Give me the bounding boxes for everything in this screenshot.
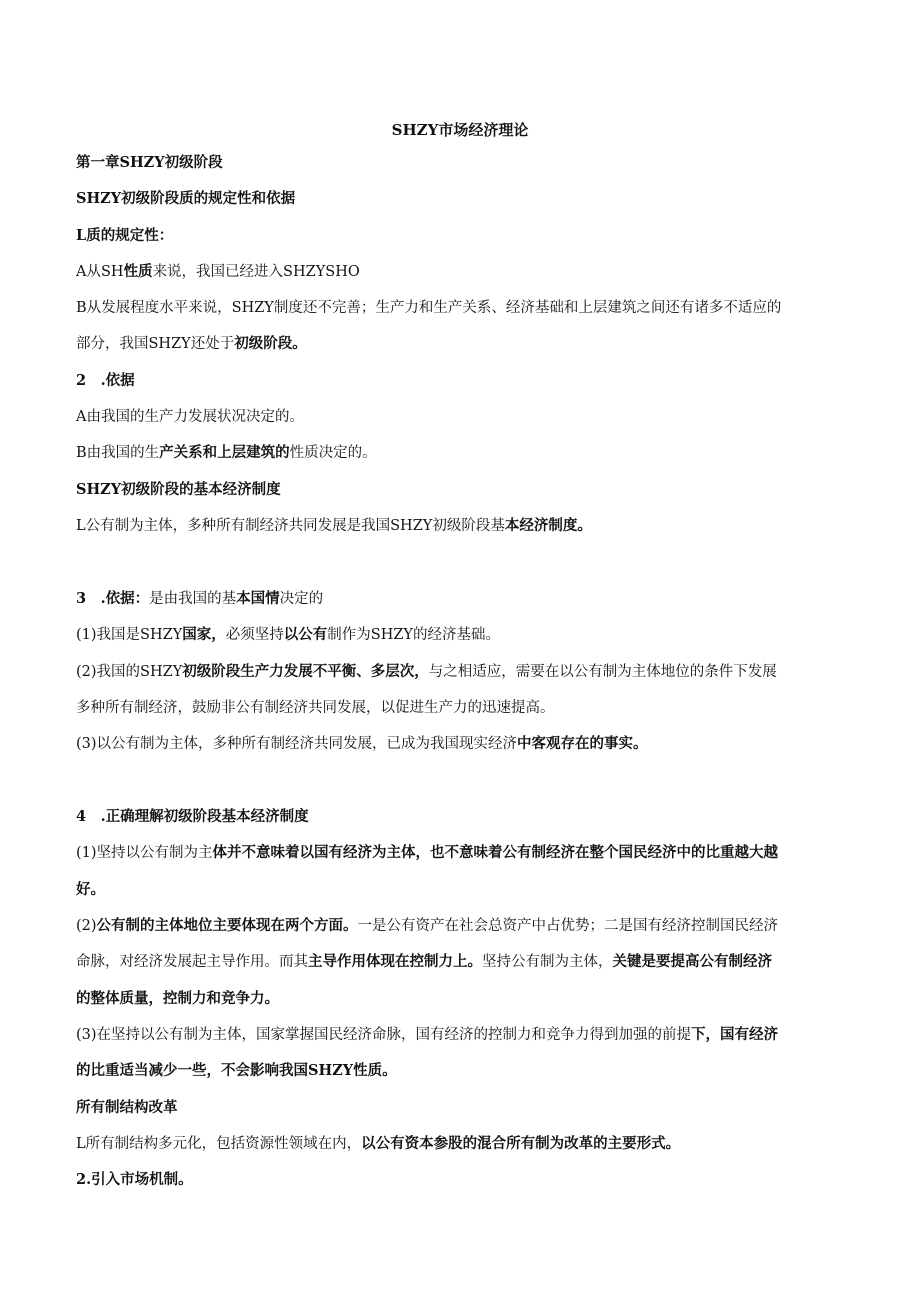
bold-text: 性质 xyxy=(123,263,153,280)
text-line xyxy=(76,1060,846,1082)
text-segment: 一是公有资产在社会总资产中占优势；二是国有经济控制国民经济 xyxy=(357,918,779,934)
text-segment: 制作为SHZY的经济基础。 xyxy=(327,627,500,643)
text-segment: (1)坚持以公有制为主 xyxy=(76,845,213,861)
bold-text: 初级阶段生产力发展不平衡、多层次， xyxy=(182,663,429,680)
text-segment: 是由我国的基 xyxy=(149,591,237,607)
text-line xyxy=(76,624,846,646)
text-segment: L公有制为主体，多种所有制经济共同发展是我国SHZY初级阶段基 xyxy=(76,518,505,534)
bold-text: SHZY初级阶段的基本经济制度 xyxy=(76,481,281,498)
bold-text: 的比重适当减少一些，不会影响我国SHZY性质。 xyxy=(76,1062,397,1079)
text-line xyxy=(76,879,846,901)
text-line xyxy=(76,915,846,937)
text-line xyxy=(76,333,846,355)
text-line xyxy=(76,261,846,283)
text-segment: 性质决定的。 xyxy=(289,445,377,461)
bold-text: 以公有资本参股的混合所有制为改革的主要形式。 xyxy=(361,1135,681,1152)
text-segment: B从发展程度水平来说，SHZY制度还不完善；生产力和生产关系、经济基础和上层建筑之间还有诸多不适应的 xyxy=(76,300,782,316)
text-segment: 多种所有制经济，鼓励非公有制经济共同发展，以促进生产力的迅速提高。 xyxy=(76,700,555,716)
text-line xyxy=(76,406,846,428)
bold-text: 以公有 xyxy=(283,626,328,643)
text-segment: (1)我国是SHZY xyxy=(76,627,183,643)
bold-text: SHZY初级阶段质的规定性和依据 xyxy=(76,190,296,207)
text-line xyxy=(76,1133,846,1155)
text-line xyxy=(76,297,846,319)
text-line xyxy=(76,370,846,392)
text-segment: 命脉，对经济发展起主导作用。而其 xyxy=(76,954,308,970)
text-line xyxy=(76,951,846,973)
text-segment: (2)我国的SHZY xyxy=(76,664,183,680)
bold-text: 3 .依据： xyxy=(76,590,150,607)
text-segment: L所有制结构多元化，包括资源性领域在内， xyxy=(76,1136,362,1152)
text-segment: 必须坚持 xyxy=(225,627,284,643)
text-segment: (3)在坚持以公有制为主体，国家掌握国民经济命脉，国有经济的控制力和竞争力得到加强的前提 xyxy=(76,1027,692,1043)
text-segment: (3)以公有制为主体，多种所有制经济共同发展，已成为我国现实经济 xyxy=(76,736,518,752)
bold-text: 所有制结构改革 xyxy=(76,1099,178,1116)
text-segment: A由我国的生产力发展状况决定的。 xyxy=(76,409,304,425)
text-segment: A从SH xyxy=(76,264,124,280)
text-line xyxy=(76,806,846,828)
text-line xyxy=(76,733,846,755)
bold-text: 2.引入市场机制。 xyxy=(76,1171,193,1188)
text-line xyxy=(76,842,846,864)
text-line xyxy=(76,1169,846,1191)
text-line xyxy=(76,225,846,247)
bold-text: 体并不意味着以国有经济为主体，也不意味着公有制经济在整个国民经济中的比重越大越 xyxy=(212,844,779,861)
text-segment: 与之相适应，需要在以公有制为主体地位的条件下发展 xyxy=(428,664,777,680)
bold-text: 第一章SHZY初级阶段 xyxy=(76,154,223,171)
text-line xyxy=(76,661,846,683)
bold-text: 4 .正确理解初级阶段基本经济制度 xyxy=(76,808,309,825)
bold-text: 国家， xyxy=(182,626,226,643)
text-segment: B由我国的生 xyxy=(76,445,160,461)
bold-text: 公有制的主体地位主要体现在两个方面。 xyxy=(96,917,358,934)
text-line xyxy=(76,988,846,1010)
bold-text: L质的规定性： xyxy=(76,227,174,244)
text-line xyxy=(76,1024,846,1046)
text-line xyxy=(76,152,846,174)
text-line xyxy=(76,697,846,719)
text-line xyxy=(76,442,846,464)
text-line xyxy=(76,1097,846,1119)
bold-text: 的整体质量，控制力和竞争力。 xyxy=(76,990,279,1007)
bold-text: 关键是要提高公有制经济 xyxy=(612,953,772,970)
bold-text: 产关系和上层建筑的 xyxy=(159,444,290,461)
text-line xyxy=(76,188,846,210)
text-line xyxy=(76,515,846,537)
text-segment: 来说，我国已经进入SHZYSHO xyxy=(152,264,360,280)
bold-text: 本经济制度。 xyxy=(504,517,592,534)
bold-text: 初级阶段。 xyxy=(234,335,307,352)
bold-text: 好。 xyxy=(76,881,105,898)
text-segment: 坚持公有制为主体， xyxy=(482,954,613,970)
text-segment: (2) xyxy=(76,918,97,934)
text-segment: 部分，我国SHZY还处于 xyxy=(76,336,235,352)
bold-text: 本国情 xyxy=(236,590,280,607)
bold-text: 中客观存在的事实。 xyxy=(517,735,648,752)
text-segment: 决定的 xyxy=(279,591,324,607)
text-line xyxy=(76,479,846,501)
bold-text: 主导作用体现在控制力上。 xyxy=(308,953,482,970)
document-title: SHZY市场经济理论 xyxy=(391,121,529,139)
bold-text: 2 .依据 xyxy=(76,372,135,389)
bold-text: 下，国有经济 xyxy=(691,1026,779,1043)
text-line xyxy=(76,588,846,610)
